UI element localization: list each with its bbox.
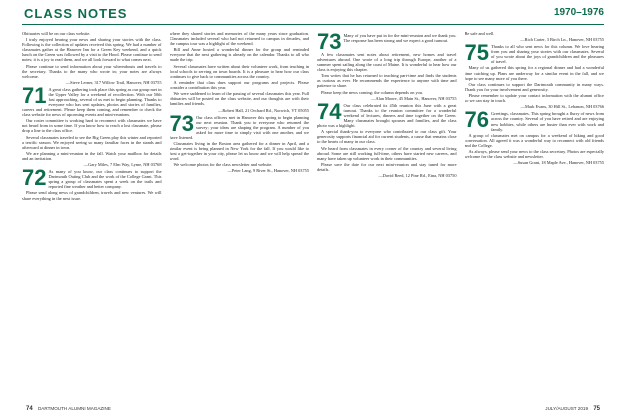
class-year-number: 76 xyxy=(464,111,489,132)
magazine-name: DARTMOUTH ALUMNI MAGAZINE xyxy=(37,406,111,411)
note-paragraph: Please keep the news coming; the column depends on you. xyxy=(321,89,424,95)
year-entry-text: A great class gathering took place this spring as our group met in the Upper Valley for a weekend of recollection. With our 50th fast approaching, several of us met to begin planning. Thanks to everyone who has sent updates, photos and stories of families, careers and retirement. Please keep them coming, and remember to check the class website for news of upcoming events and mini-reunions. xyxy=(22,87,162,118)
correspondent-signature: —Gary Miles, 7 Elm Way, Lyme, NH 03768 xyxy=(83,162,162,168)
correspondent-signature: —Alan Moore, 45 Main St., Hanover, NH 03755 xyxy=(371,95,457,101)
column-3 xyxy=(317,31,457,399)
class-year-number: 75 xyxy=(464,44,489,65)
footer-left xyxy=(22,406,111,412)
note-paragraph: A group of classmates met on campus for a weekend of hiking and good conversation. All agreed it was a wonderful way to reconnect with old friends and the College. xyxy=(464,132,604,148)
note-paragraph: Please save the date for our next mini-reunion and stay tuned for more details. xyxy=(317,161,457,172)
note-paragraph: Many of us gathered this spring for a regional dinner and had a wonderful time catching up. Plans are underway for a similar event in the fall, and we hope to see many more of you there. xyxy=(464,65,604,81)
note-paragraph: Bill and Anne hosted a wonderful dinner for the group and reminded everyone that the next gathering is already on the calendar. Thanks to all who made the trip. xyxy=(169,47,309,63)
note-paragraph: As always, please send your news to the class secretary. Photos are especially welcome for the class website and newsletter. xyxy=(464,148,604,159)
year-range: 1970–1976 xyxy=(553,7,604,18)
note-paragraph: A reminder that class dues support our programs and projects. Please consider a contribution this year. xyxy=(169,79,309,91)
correspondent-signature: —Peter Lang, 9 River St., Hanover, NH 03755 xyxy=(227,168,309,174)
note-paragraph: Our roster committee is working hard to reconnect with classmates we have not heard from in some time. If you know how to reach a lost classmate, please drop a line to the class office. xyxy=(22,118,162,134)
note-paragraph: A special thank-you to everyone who contributed to our class gift. Your generosity supports financial aid for current students, a cause that remains close to the hearts of many in our class. xyxy=(317,129,457,145)
masthead xyxy=(0,0,626,26)
year-entry-text: Thanks to all who sent news for this column. We love hearing from you and sharing your stories with our classmates. Several of you wrote about the joys of grandchildren and the pleasures of travel. xyxy=(490,44,604,65)
year-entry xyxy=(465,44,605,64)
note-paragraph: Please remember to update your contact information with the alumni office so we can stay in touch. xyxy=(464,93,604,104)
right-page-number: 75 xyxy=(593,406,600,412)
class-year-number: 71 xyxy=(22,87,47,109)
note-paragraph: We heard from classmates in every corner of the country and several living abroad. Some are still working full-time, others have started new careers, and many have taken up volunteer work in their communities. xyxy=(317,145,457,161)
left-page-number: 74 xyxy=(26,406,33,412)
class-year-number: 73 xyxy=(169,114,194,136)
note-paragraph: Several classmates have written about their volunteer work, from teaching in local schools to serving on town boards. It is a pleasure to hear how our class continues to give back to communities across the country. xyxy=(169,63,309,79)
year-entry-text: Our class celebrated its 45th reunion this June with a great turnout. Thanks to the reunion committee for a wonderful weekend of lectures, dinners and time together on the Green. Many classmates brought spouses and families, and the class photo was a highlight. xyxy=(317,102,457,129)
note-paragraph: We are planning a mini-reunion in the fall. Watch your mailbox for details and an invitation. xyxy=(22,150,162,162)
correspondent-signature: —David Reed, 12 Pine Rd., Etna, NH 03750 xyxy=(378,173,457,179)
class-year-number: 73 xyxy=(317,33,342,51)
correspondent-signature: —Rich Carter, 3 Birch Ln., Hanover, NH 03755 xyxy=(520,37,604,43)
class-notes-columns xyxy=(22,31,604,399)
note-paragraph: We were saddened to learn of the passing of several classmates this year. Full obituaries will be posted on the class website, and our thoughts are with their families and friends. xyxy=(169,91,309,107)
year-entry xyxy=(317,103,457,128)
year-entry-text: Our class officers met in Hanover this spring to begin planning our next reunion. Thank you to everyone who returned the survey; your ideas are shaping the program. A number of you asked for more time to simply visit with one another, and we have listened. xyxy=(169,114,309,140)
note-paragraph: We welcome photos for the class newsletter and website. xyxy=(173,162,273,168)
note-paragraph: Please continue to send information about your whereabouts and travels to the secretary. Thanks to the many who wrote in; your notes are always welcome. xyxy=(22,63,162,79)
note-paragraph: Please send along news of grandchildren, travels and new ventures. We will share everything in the next issue. xyxy=(22,190,162,201)
year-entry xyxy=(22,169,162,189)
issue-date: JULY/AUGUST 2019 xyxy=(545,406,589,411)
year-entry xyxy=(465,111,605,131)
column-2 xyxy=(170,31,310,399)
year-entry-text: As many of you know, our class continues to support the Dartmouth Outing Club and the work of the College Grant. This spring a group of classmates spent a week on the trails and reported fine weather and better company. xyxy=(48,169,162,190)
note-paragraph: A few classmates sent notes about retirement, new homes and travel adventures abroad. One wrote of a long trip through Europe, another of a summer spent sailing along the coast of Maine. It is wonderful to hear how our class is enjoying this chapter. xyxy=(317,52,457,73)
note-paragraph: Obituaries will be on our class website. xyxy=(22,31,91,36)
page-footer xyxy=(0,404,626,418)
header-rule xyxy=(22,24,604,25)
year-entry-text: Many of you have put in for the mini-reunion and we thank you. The response has been strong and we expect a good turnout. xyxy=(343,33,457,44)
column-4 xyxy=(465,31,605,399)
year-entry xyxy=(317,33,457,51)
correspondent-signature: —Steve Lerner, 317 Willow Trail, Hanover, NH 03755 xyxy=(65,79,162,85)
note-paragraph: Our class continues to support the Dartmouth community in many ways. Thank you for your involvement and generosity. xyxy=(464,81,604,92)
note-paragraph: I truly enjoyed hearing your news and sharing your stories with the class. Following is the collection of updates received this spring. We had a number of classmates gather at the Hanover Inn for a Green Key weekend, and a quick lunch on the Green was followed by a visit to the Hood. Please continue to send notes; it is a joy to read them, and we all look forward to what comes next. xyxy=(22,37,162,63)
correspondent-signature: —Susan Grant, 18 Maple Ave., Hanover, NH 03755 xyxy=(513,160,604,166)
section-title: CLASS NOTES xyxy=(24,6,128,21)
note-paragraph: Classmates living in the Boston area gathered for a dinner in April, and a similar event is being planned in New York for the fall. If you would like to host a get-together in your city, please let us know and we will help spread the word. xyxy=(169,140,309,162)
column-1 xyxy=(22,31,162,399)
correspondent-signature: —Mark Evans, 30 Hill St., Lebanon, NH 03766 xyxy=(520,104,604,110)
footer-right xyxy=(545,406,604,412)
note-paragraph: Several classmates traveled to see the Big Green play this winter and reported a terrific season. We enjoyed seeing so many familiar faces in the stands and afterward at dinner in town. xyxy=(22,134,162,150)
year-entry-text: Greetings, classmates. This spring brought a flurry of news from across the country. Several of you have retired and are enjoying new hobbies, while others are busier than ever with work and family. xyxy=(490,111,604,132)
year-entry xyxy=(170,115,310,140)
year-entry xyxy=(22,87,162,117)
correspondent-signature: —Robert Hall, 21 Orchard Rd., Norwich, VT 05055 xyxy=(218,107,309,113)
note-paragraph: Be safe and well. xyxy=(464,31,495,36)
class-year-number: 74 xyxy=(317,102,342,124)
note-paragraph: where they shared stories and memories of the many years since graduation. Classmates included several who had not returned to campus in decades, and the campus tour was a highlight of the weekend. xyxy=(169,31,309,47)
class-year-number: 72 xyxy=(22,169,47,190)
note-paragraph: Tom writes that he has returned to teaching part-time and finds the students as curious as ever. He recommends the experience to anyone with time and patience to share. xyxy=(317,73,457,89)
